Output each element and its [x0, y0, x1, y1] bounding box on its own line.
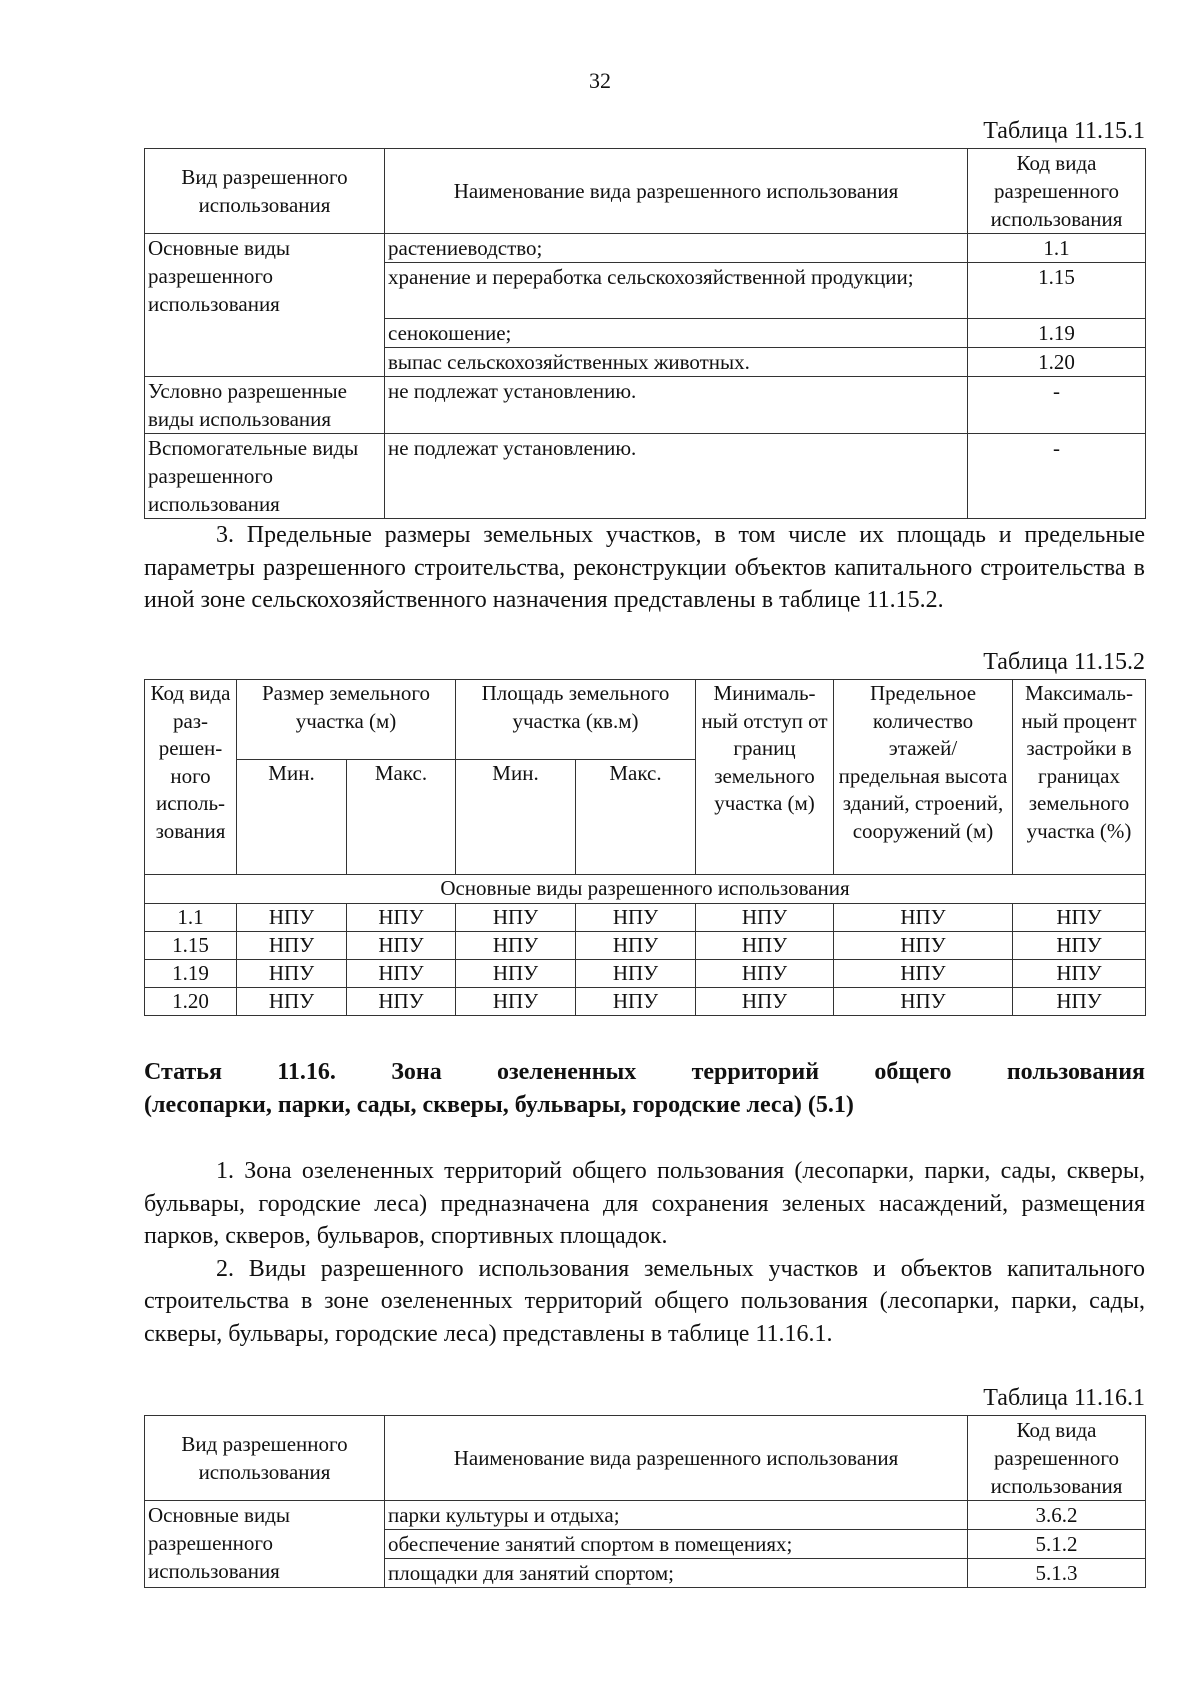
use-code: 1.1	[968, 234, 1146, 263]
use-name: парки культуры и отдыха;	[385, 1501, 968, 1530]
cell-value: НПУ	[456, 959, 576, 987]
header-size-min: Мин.	[237, 760, 347, 875]
use-name: хранение и переработка сельскохозяйственной продукции;	[385, 263, 968, 319]
use-code: 3.6.2	[968, 1501, 1146, 1530]
cell-value: НПУ	[834, 903, 1013, 931]
use-name: выпас сельскохозяйственных животных.	[385, 348, 968, 377]
group-conditional-uses: Условно разрешенные виды использования	[145, 377, 385, 434]
page-number: 32	[589, 68, 611, 93]
use-code: -	[968, 377, 1146, 434]
cell-value: НПУ	[696, 959, 834, 987]
header-size-max: Макс.	[347, 760, 456, 875]
header-min-offset: Минималь- ный отступ от границ земельного участка (м)	[696, 680, 834, 875]
header-plot-area: Площадь земельного участка (кв.м)	[456, 680, 696, 760]
use-name: обеспечение занятий спортом в помещениях;	[385, 1530, 968, 1559]
use-code: 1.19	[968, 319, 1146, 348]
cell-value: НПУ	[237, 987, 347, 1015]
cell-value: НПУ	[576, 987, 696, 1015]
use-name: площадки для занятий спортом;	[385, 1559, 968, 1588]
cell-value: НПУ	[456, 987, 576, 1015]
cell-value: НПУ	[347, 903, 456, 931]
cell-value: НПУ	[1013, 959, 1146, 987]
group-auxiliary-uses: Вспомогательные виды разрешенного использования	[145, 434, 385, 519]
header-use-name: Наименование вида разрешенного использования	[385, 149, 968, 234]
permitted-use-table-11-15-1	[144, 148, 1146, 519]
cell-value: НПУ	[696, 987, 834, 1015]
header-max-floors: Предельное количество этажей/ предельная высота зданий, строений, сооружений (м)	[834, 680, 1013, 875]
row-code: 1.20	[145, 987, 237, 1015]
header-area-max: Макс.	[576, 760, 696, 875]
header-use-type: Вид разрешенного использования	[145, 1416, 385, 1501]
paragraph-2: 2. Виды разрешенного использования земельных участков и объектов капитального строительства в зоне озелененных территорий общего пользования (лесопарки, парки, сады, скверы, бульвары, городские леса) представлены в таблице 11.16.1.	[144, 1255, 1145, 1347]
header-use-name: Наименование вида разрешенного использования	[385, 1416, 968, 1501]
header-code: Код вида раз- решен- ного исполь- зования	[145, 680, 237, 875]
use-code: 1.20	[968, 348, 1146, 377]
header-plot-size: Размер земельного участка (м)	[237, 680, 456, 760]
article-heading-line-1: Статья 11.16. Зона озелененных территорий общего пользования	[144, 1059, 1145, 1085]
cell-value: НПУ	[1013, 987, 1146, 1015]
header-use-code: Код вида разрешенного использования	[968, 149, 1146, 234]
header-use-code: Код вида разрешенного использования	[968, 1416, 1146, 1501]
group-main-uses: Основные виды разрешенного использования	[145, 234, 385, 377]
table-caption: Таблица 11.15.1	[983, 118, 1145, 144]
use-code: 1.15	[968, 263, 1146, 319]
header-use-type: Вид разрешенного использования	[145, 149, 385, 234]
use-name: не подлежат установлению.	[385, 434, 968, 519]
cell-value: НПУ	[237, 903, 347, 931]
cell-value: НПУ	[576, 903, 696, 931]
cell-value: НПУ	[237, 931, 347, 959]
group-main-uses: Основные виды разрешенного использования	[145, 1501, 385, 1588]
cell-value: НПУ	[1013, 931, 1146, 959]
cell-value: НПУ	[834, 931, 1013, 959]
header-max-coverage: Максималь- ный процент застройки в границах земельного участка (%)	[1013, 680, 1146, 875]
permitted-use-table-11-16-1	[144, 1415, 1146, 1588]
table-caption: Таблица 11.15.2	[983, 649, 1145, 675]
cell-value: НПУ	[456, 931, 576, 959]
table-caption: Таблица 11.16.1	[983, 1385, 1145, 1411]
use-name: не подлежат установлению.	[385, 377, 968, 434]
use-name: сенокошение;	[385, 319, 968, 348]
use-code: 5.1.2	[968, 1530, 1146, 1559]
cell-value: НПУ	[347, 959, 456, 987]
article-heading-line-2: (лесопарки, парки, сады, скверы, бульвары, городские леса) (5.1)	[144, 1091, 854, 1118]
row-code: 1.1	[145, 903, 237, 931]
cell-value: НПУ	[237, 959, 347, 987]
article-heading	[144, 1056, 1145, 1121]
use-code: -	[968, 434, 1146, 519]
row-code: 1.15	[145, 931, 237, 959]
cell-value: НПУ	[696, 903, 834, 931]
cell-value: НПУ	[834, 987, 1013, 1015]
parameters-table-11-15-2	[144, 679, 1146, 1016]
cell-value: НПУ	[347, 987, 456, 1015]
group-main-uses: Основные виды разрешенного использования	[145, 875, 1146, 904]
cell-value: НПУ	[696, 931, 834, 959]
paragraph-3	[144, 519, 1145, 617]
article-paragraphs	[144, 1155, 1145, 1350]
cell-value: НПУ	[1013, 903, 1146, 931]
cell-value: НПУ	[347, 931, 456, 959]
paragraph-3-text: 3. Предельные размеры земельных участков, в том числе их площадь и предельные параметры разрешенного строительства, реконструкции объектов капитального строительства в иной зоне сельскохозяйственного назначения представлены в таблице 11.15.2.	[144, 522, 1145, 613]
header-area-min: Мин.	[456, 760, 576, 875]
use-name: растениеводство;	[385, 234, 968, 263]
use-code: 5.1.3	[968, 1559, 1146, 1588]
cell-value: НПУ	[576, 931, 696, 959]
row-code: 1.19	[145, 959, 237, 987]
cell-value: НПУ	[576, 959, 696, 987]
cell-value: НПУ	[456, 903, 576, 931]
paragraph-1: 1. Зона озелененных территорий общего пользования (лесопарки, парки, сады, скверы, бульвары, городские леса) предназначена для сохранения зеленых насаждений, размещения парков, скверов, бульваров, спортивных площадок.	[144, 1158, 1145, 1249]
cell-value: НПУ	[834, 959, 1013, 987]
